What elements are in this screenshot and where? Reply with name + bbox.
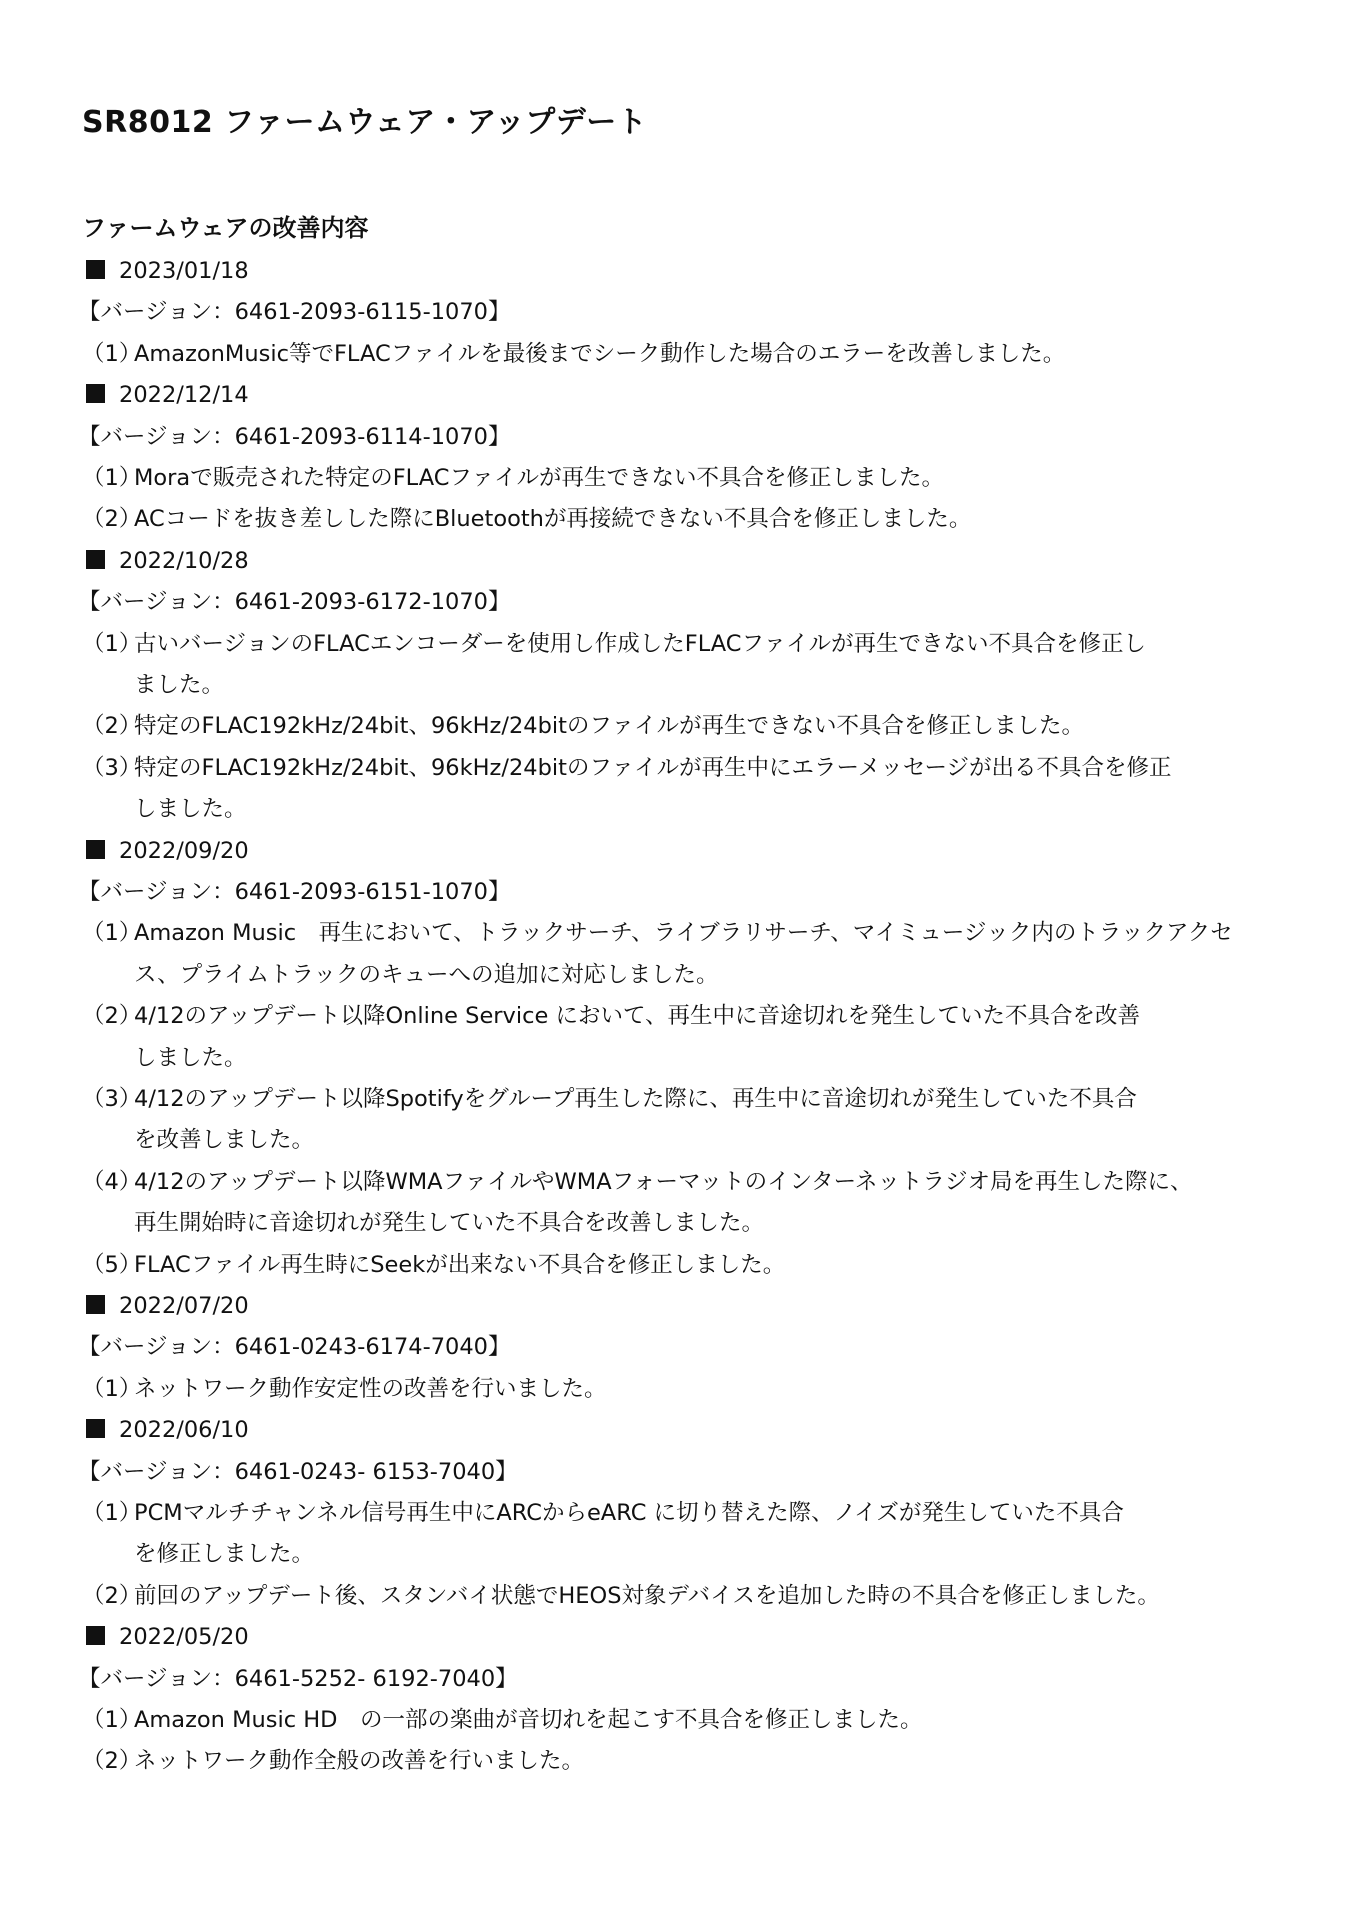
item-text-line: Amazon Music HD の一部の楽曲が音切れを起こす不具合を修正しました。 — [134, 1707, 923, 1733]
release-note-item — [82, 1576, 1350, 1617]
release-block — [78, 375, 1292, 541]
item-number: （1） — [82, 464, 142, 491]
item-number: （5） — [82, 1251, 142, 1278]
square-bullet-icon — [86, 1295, 105, 1314]
release-note-item — [82, 706, 1350, 747]
item-text-line: 古いバージョンのFLACエンコーダーを使用し作成したFLACファイルが再生できない不具合を修正し — [134, 630, 1147, 657]
square-bullet-icon — [86, 840, 105, 859]
release-version: 【バージョン：6461-2093-6151-1070】 — [78, 878, 511, 905]
item-number: （1） — [82, 1707, 142, 1733]
item-text-line: Amazon Music 再生において、トラックサーチ、ライブラリサーチ、マイミュージック内のトラックアクセ — [134, 920, 1233, 947]
release-date: 2022/10/28 — [119, 547, 249, 574]
item-number: （3） — [82, 754, 142, 781]
release-date: 2022/12/14 — [119, 382, 249, 409]
item-text-line: を改善しました。 — [134, 1127, 315, 1154]
release-date-line — [82, 831, 1292, 872]
release-date-line — [82, 541, 1292, 582]
item-text-line: AmazonMusic等でFLACファイルを最後までシーク動作した場合のエラーを改善しました。 — [134, 340, 1066, 367]
item-number: （2） — [82, 506, 142, 533]
release-date-line — [82, 1410, 1292, 1451]
release-note-item — [82, 748, 1350, 831]
release-note-item — [82, 1741, 1350, 1782]
item-number: （1） — [82, 630, 142, 657]
item-text-line: しました。 — [134, 1044, 247, 1071]
release-note-item — [82, 458, 1350, 499]
release-version: 【バージョン：6461-5252- 6192-7040】 — [78, 1665, 518, 1692]
item-text-line: 前回のアップデート後、スタンバイ状態でHEOS対象デバイスを追加した時の不具合を修正しました。 — [134, 1582, 1160, 1609]
square-bullet-icon — [86, 550, 105, 569]
square-bullet-icon — [86, 1626, 105, 1645]
item-text-line: 4/12のアップデート以降WMAファイルやWMAフォーマットのインターネットラジオ局を再生した際に、 — [134, 1168, 1193, 1195]
release-note-item — [82, 1493, 1350, 1576]
item-number: （3） — [82, 1086, 142, 1112]
item-text-line: を修正しました。 — [134, 1541, 315, 1568]
release-block — [78, 1617, 1292, 1783]
item-number: （2） — [82, 1582, 142, 1609]
release-date-line — [82, 1286, 1292, 1327]
item-text-line: ACコードを抜き差しした際にBluetoothが再接続できない不具合を修正しました。 — [134, 506, 972, 533]
item-number: （1） — [82, 1500, 142, 1526]
release-block — [78, 251, 1292, 375]
item-text-line: ネットワーク動作全般の改善を行いました。 — [134, 1748, 585, 1775]
release-block — [78, 1286, 1292, 1410]
release-date: 2023/01/18 — [119, 258, 249, 284]
item-text-line: ス、プライムトラックのキューへの追加に対応しました。 — [134, 961, 719, 988]
square-bullet-icon — [86, 1419, 105, 1438]
square-bullet-icon — [86, 260, 105, 279]
section-heading: ファームウェアの改善内容 — [82, 214, 369, 242]
release-note-item — [82, 1369, 1350, 1410]
item-number: （1） — [82, 920, 142, 947]
item-text-line: ました。 — [134, 671, 225, 698]
release-block — [78, 831, 1292, 1286]
release-note-item — [82, 1162, 1350, 1245]
release-block — [78, 541, 1292, 831]
release-note-item — [82, 996, 1350, 1079]
release-note-item — [82, 334, 1350, 375]
square-bullet-icon — [86, 384, 105, 403]
item-text-line: 特定のFLAC192kHz/24bit、96kHz/24bitのファイルが再生できない不具合を修正しました。 — [134, 713, 1084, 740]
item-number: （2） — [82, 1003, 142, 1030]
item-text-line: 再生開始時に音途切れが発生していた不具合を改善しました。 — [134, 1210, 765, 1237]
item-text-line: 4/12のアップデート以降Online Service において、再生中に音途切れを発生していた不具合を改善 — [134, 1003, 1141, 1030]
release-date: 2022/06/10 — [119, 1417, 249, 1444]
item-text-line: FLACファイル再生時にSeekが出来ない不具合を修正しました。 — [134, 1251, 786, 1278]
item-text-line: 4/12のアップデート以降Spotifyをグループ再生した際に、再生中に音途切れが発生していた不具合 — [134, 1086, 1137, 1112]
item-number: （2） — [82, 713, 142, 740]
item-number: （1） — [82, 1375, 142, 1402]
release-note-item — [82, 1079, 1350, 1162]
item-number: （1） — [82, 340, 142, 367]
release-note-item — [82, 1245, 1350, 1286]
release-version: 【バージョン：6461-0243-6174-7040】 — [78, 1334, 511, 1361]
release-version: 【バージョン：6461-2093-6115-1070】 — [78, 299, 511, 326]
release-date: 2022/05/20 — [119, 1624, 249, 1651]
item-text-line: 特定のFLAC192kHz/24bit、96kHz/24bitのファイルが再生中にエラーメッセージが出る不具合を修正 — [134, 754, 1172, 781]
release-block — [78, 1410, 1292, 1617]
item-text-line: PCMマルチチャンネル信号再生中にARCからeARC に切り替えた際、ノイズが発生していた不具合 — [134, 1500, 1124, 1526]
item-text-line: ネットワーク動作安定性の改善を行いました。 — [134, 1375, 607, 1402]
release-date: 2022/09/20 — [119, 837, 249, 864]
release-version: 【バージョン：6461-0243- 6153-7040】 — [78, 1458, 518, 1485]
item-number: （4） — [82, 1168, 142, 1195]
release-notes-list — [78, 251, 1292, 1783]
item-text-line: Moraで販売された特定のFLACファイルが再生できない不具合を修正しました。 — [134, 464, 944, 491]
release-note-item — [82, 499, 1350, 540]
release-date-line — [82, 1617, 1292, 1658]
release-note-item — [82, 624, 1350, 707]
release-version: 【バージョン：6461-2093-6114-1070】 — [78, 423, 511, 450]
release-note-item — [82, 913, 1350, 996]
release-date-line — [82, 375, 1292, 416]
item-number: （2） — [82, 1748, 142, 1775]
release-date-line — [82, 251, 1292, 292]
release-note-item — [82, 1700, 1350, 1741]
document-title: SR8012 ファームウェア・アップデート — [82, 105, 648, 140]
release-date: 2022/07/20 — [119, 1293, 249, 1320]
item-text-line: しました。 — [134, 796, 247, 823]
release-version: 【バージョン：6461-2093-6172-1070】 — [78, 589, 511, 616]
